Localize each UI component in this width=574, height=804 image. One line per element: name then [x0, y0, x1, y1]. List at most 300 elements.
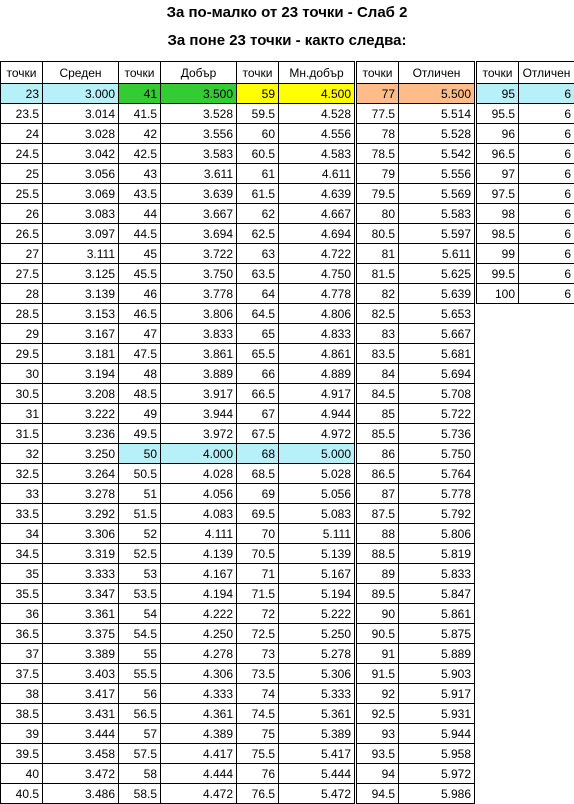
points-cell: 87.5	[357, 504, 399, 524]
points-cell: 35	[1, 564, 43, 584]
grade-cell: 6	[519, 104, 574, 124]
grade-cell: 5.472	[279, 784, 355, 804]
grade-cell: 3.042	[43, 144, 119, 164]
table-row	[237, 504, 355, 524]
points-cell: 33.5	[1, 504, 43, 524]
points-cell: 48	[119, 364, 161, 384]
table-row	[357, 644, 475, 664]
header-grade: Отличен	[519, 62, 574, 84]
grade-cell: 3.389	[43, 644, 119, 664]
grade-cell: 5.250	[279, 624, 355, 644]
points-cell: 45	[119, 244, 161, 264]
points-cell: 57	[119, 724, 161, 744]
points-cell: 59	[237, 84, 279, 104]
table-row	[237, 144, 355, 164]
points-cell: 34	[1, 524, 43, 544]
table-row	[1, 784, 119, 804]
table-row	[237, 684, 355, 704]
grade-cell: 5.139	[279, 544, 355, 564]
table-row	[237, 84, 355, 104]
grade-cell: 3.750	[161, 264, 237, 284]
grade-cell: 5.889	[399, 644, 475, 664]
table-row	[119, 144, 237, 164]
header-points: точки	[1, 62, 43, 84]
table-row	[1, 724, 119, 744]
points-cell: 75	[237, 724, 279, 744]
grade-cell: 4.722	[279, 244, 355, 264]
table-row	[1, 684, 119, 704]
grade-cell: 3.806	[161, 304, 237, 324]
grade-cell: 3.111	[43, 244, 119, 264]
points-cell: 76.5	[237, 784, 279, 804]
table-row	[357, 364, 475, 384]
points-cell: 26	[1, 204, 43, 224]
points-cell: 65	[237, 324, 279, 344]
points-cell: 36	[1, 604, 43, 624]
points-cell: 27.5	[1, 264, 43, 284]
table-row	[237, 724, 355, 744]
points-cell: 50	[119, 444, 161, 464]
points-cell: 59.5	[237, 104, 279, 124]
points-cell: 81	[357, 244, 399, 264]
grade-cell: 4.194	[161, 584, 237, 604]
table-sreden	[0, 61, 118, 804]
points-cell: 25	[1, 164, 43, 184]
points-cell: 68	[237, 444, 279, 464]
grade-cell: 3.944	[161, 404, 237, 424]
grade-cell: 5.986	[399, 784, 475, 804]
table-row	[357, 104, 475, 124]
grade-cell: 5.556	[399, 164, 475, 184]
points-cell: 49.5	[119, 424, 161, 444]
points-cell: 43.5	[119, 184, 161, 204]
table-row	[477, 84, 574, 104]
points-cell: 38	[1, 684, 43, 704]
grade-cell: 5.514	[399, 104, 475, 124]
points-cell: 92.5	[357, 704, 399, 724]
grade-cell: 5.681	[399, 344, 475, 364]
grade-cell: 4.611	[279, 164, 355, 184]
grade-cell: 3.153	[43, 304, 119, 324]
table-row	[1, 644, 119, 664]
table-row	[357, 184, 475, 204]
grade-cell: 4.833	[279, 324, 355, 344]
table-row	[357, 544, 475, 564]
points-cell: 71.5	[237, 584, 279, 604]
points-cell: 100	[477, 284, 519, 304]
table-row	[119, 364, 237, 384]
table-row	[119, 284, 237, 304]
points-cell: 79.5	[357, 184, 399, 204]
table-mn-dobar	[236, 61, 354, 804]
points-cell: 77.5	[357, 104, 399, 124]
table-row	[237, 744, 355, 764]
table-row	[237, 184, 355, 204]
grade-cell: 5.028	[279, 464, 355, 484]
grade-cell: 3.472	[43, 764, 119, 784]
grade-cell: 4.500	[279, 84, 355, 104]
points-cell: 65.5	[237, 344, 279, 364]
table-row	[1, 244, 119, 264]
points-cell: 92	[357, 684, 399, 704]
table-row	[477, 264, 574, 284]
grade-cell: 3.069	[43, 184, 119, 204]
grade-table	[476, 61, 574, 304]
grade-cell: 5.083	[279, 504, 355, 524]
grade-cell: 6	[519, 244, 574, 264]
table-row	[1, 504, 119, 524]
points-cell: 29	[1, 324, 43, 344]
points-cell: 68.5	[237, 464, 279, 484]
table-row	[237, 664, 355, 684]
grade-cell: 3.264	[43, 464, 119, 484]
points-cell: 51	[119, 484, 161, 504]
points-cell: 58	[119, 764, 161, 784]
grade-cell: 4.639	[279, 184, 355, 204]
table-row	[119, 304, 237, 324]
grade-cell: 5.333	[279, 684, 355, 704]
points-cell: 55.5	[119, 664, 161, 684]
table-row	[1, 84, 119, 104]
grade-cell: 5.542	[399, 144, 475, 164]
points-cell: 93.5	[357, 744, 399, 764]
grade-cell: 4.278	[161, 644, 237, 664]
grade-cell: 5.111	[279, 524, 355, 544]
table-row	[1, 444, 119, 464]
table-dobar	[118, 61, 236, 804]
table-row	[237, 604, 355, 624]
grade-cell: 3.694	[161, 224, 237, 244]
grade-cell: 5.500	[399, 84, 475, 104]
page-title: За по-малко от 23 точки - Слаб 2	[0, 2, 574, 24]
table-row	[357, 744, 475, 764]
points-cell: 28.5	[1, 304, 43, 324]
grade-cell: 3.889	[161, 364, 237, 384]
points-cell: 39	[1, 724, 43, 744]
grade-table	[356, 61, 475, 804]
grade-cell: 5.972	[399, 764, 475, 784]
table-row	[237, 304, 355, 324]
points-cell: 80.5	[357, 224, 399, 244]
points-cell: 27	[1, 244, 43, 264]
table-header-row	[357, 62, 475, 84]
grade-cell: 5.694	[399, 364, 475, 384]
table-row	[357, 444, 475, 464]
grade-cell: 5.194	[279, 584, 355, 604]
table-row	[1, 204, 119, 224]
header-grade: Среден	[43, 62, 119, 84]
header-points: точки	[477, 62, 519, 84]
table-row	[119, 224, 237, 244]
grade-cell: 4.306	[161, 664, 237, 684]
grade-cell: 3.444	[43, 724, 119, 744]
table-row	[237, 784, 355, 804]
table-row	[1, 464, 119, 484]
grade-cell: 6	[519, 284, 574, 304]
grade-cell: 6	[519, 144, 574, 164]
grade-cell: 5.569	[399, 184, 475, 204]
grade-cell: 4.139	[161, 544, 237, 564]
table-row	[357, 344, 475, 364]
table-row	[1, 584, 119, 604]
table-otlichen-6	[476, 61, 574, 304]
table-row	[119, 464, 237, 484]
points-cell: 86	[357, 444, 399, 464]
grade-cell: 4.361	[161, 704, 237, 724]
grade-cell: 5.903	[399, 664, 475, 684]
table-row	[237, 544, 355, 564]
points-cell: 76	[237, 764, 279, 784]
table-row	[119, 104, 237, 124]
grade-cell: 5.764	[399, 464, 475, 484]
table-row	[119, 424, 237, 444]
grade-cell: 3.292	[43, 504, 119, 524]
table-row	[357, 324, 475, 344]
grade-cell: 5.000	[279, 444, 355, 464]
points-cell: 75.5	[237, 744, 279, 764]
points-cell: 95	[477, 84, 519, 104]
grade-cell: 3.028	[43, 124, 119, 144]
table-row	[477, 144, 574, 164]
grade-cell: 3.639	[161, 184, 237, 204]
grade-cell: 4.028	[161, 464, 237, 484]
grade-cell: 4.444	[161, 764, 237, 784]
grade-cell: 3.125	[43, 264, 119, 284]
header-points: точки	[237, 62, 279, 84]
grade-cell: 4.528	[279, 104, 355, 124]
table-header-row	[237, 62, 355, 84]
table-row	[237, 244, 355, 264]
points-cell: 89.5	[357, 584, 399, 604]
points-cell: 71	[237, 564, 279, 584]
table-row	[477, 164, 574, 184]
points-cell: 84.5	[357, 384, 399, 404]
grade-cell: 3.458	[43, 744, 119, 764]
grade-cell: 3.583	[161, 144, 237, 164]
grade-cell: 5.167	[279, 564, 355, 584]
table-row	[477, 104, 574, 124]
table-row	[237, 324, 355, 344]
grade-cell: 4.944	[279, 404, 355, 424]
points-cell: 58.5	[119, 784, 161, 804]
grade-cell: 3.500	[161, 84, 237, 104]
table-row	[119, 204, 237, 224]
points-cell: 52	[119, 524, 161, 544]
table-row	[119, 384, 237, 404]
points-cell: 80	[357, 204, 399, 224]
table-row	[119, 784, 237, 804]
points-cell: 97	[477, 164, 519, 184]
points-cell: 52.5	[119, 544, 161, 564]
points-cell: 77	[357, 84, 399, 104]
grade-cell: 3.347	[43, 584, 119, 604]
points-cell: 30.5	[1, 384, 43, 404]
table-row	[477, 184, 574, 204]
table-row	[1, 224, 119, 244]
points-cell: 47.5	[119, 344, 161, 364]
grade-cell: 4.583	[279, 144, 355, 164]
table-row	[357, 624, 475, 644]
points-cell: 83	[357, 324, 399, 344]
table-row	[237, 464, 355, 484]
table-row	[237, 644, 355, 664]
table-row	[357, 304, 475, 324]
grade-cell: 5.778	[399, 484, 475, 504]
table-row	[119, 584, 237, 604]
grade-cell: 3.972	[161, 424, 237, 444]
grade-cell: 3.222	[43, 404, 119, 424]
points-cell: 35.5	[1, 584, 43, 604]
points-cell: 56	[119, 684, 161, 704]
table-row	[237, 404, 355, 424]
grade-cell: 5.806	[399, 524, 475, 544]
table-row	[119, 324, 237, 344]
table-row	[237, 164, 355, 184]
points-cell: 94.5	[357, 784, 399, 804]
grade-cell: 6	[519, 184, 574, 204]
table-row	[1, 744, 119, 764]
table-row	[119, 744, 237, 764]
points-cell: 39.5	[1, 744, 43, 764]
grade-cell: 3.833	[161, 324, 237, 344]
points-cell: 91	[357, 644, 399, 664]
grade-cell: 3.375	[43, 624, 119, 644]
table-row	[119, 504, 237, 524]
points-cell: 67	[237, 404, 279, 424]
grade-cell: 5.417	[279, 744, 355, 764]
grade-cell: 3.528	[161, 104, 237, 124]
points-cell: 96	[477, 124, 519, 144]
grade-cell: 4.250	[161, 624, 237, 644]
points-cell: 82.5	[357, 304, 399, 324]
points-cell: 61	[237, 164, 279, 184]
table-row	[357, 524, 475, 544]
table-row	[477, 124, 574, 144]
grade-cell: 3.236	[43, 424, 119, 444]
table-row	[1, 264, 119, 284]
table-row	[1, 124, 119, 144]
table-otlichen	[356, 61, 474, 804]
table-row	[237, 524, 355, 544]
points-cell: 74.5	[237, 704, 279, 724]
table-row	[119, 684, 237, 704]
points-cell: 28	[1, 284, 43, 304]
table-row	[237, 124, 355, 144]
points-cell: 31	[1, 404, 43, 424]
points-cell: 46	[119, 284, 161, 304]
table-row	[237, 224, 355, 244]
table-row	[237, 384, 355, 404]
points-cell: 47	[119, 324, 161, 344]
grade-cell: 3.319	[43, 544, 119, 564]
grade-cell: 4.694	[279, 224, 355, 244]
points-cell: 93	[357, 724, 399, 744]
points-cell: 86.5	[357, 464, 399, 484]
points-cell: 79	[357, 164, 399, 184]
table-row	[237, 264, 355, 284]
table-row	[1, 144, 119, 164]
grade-cell: 3.194	[43, 364, 119, 384]
grade-cell: 5.875	[399, 624, 475, 644]
grade-cell: 5.444	[279, 764, 355, 784]
points-cell: 89	[357, 564, 399, 584]
points-cell: 88	[357, 524, 399, 544]
points-cell: 23.5	[1, 104, 43, 124]
points-cell: 25.5	[1, 184, 43, 204]
grade-cell: 3.667	[161, 204, 237, 224]
points-cell: 56.5	[119, 704, 161, 724]
table-row	[1, 624, 119, 644]
table-row	[119, 184, 237, 204]
points-cell: 37	[1, 644, 43, 664]
grade-cell: 3.306	[43, 524, 119, 544]
table-header-row	[1, 62, 119, 84]
points-cell: 48.5	[119, 384, 161, 404]
table-row	[119, 484, 237, 504]
table-row	[119, 604, 237, 624]
grade-cell: 5.819	[399, 544, 475, 564]
points-cell: 73	[237, 644, 279, 664]
grade-cell: 6	[519, 204, 574, 224]
page-subtitle: За поне 23 точки - както следва:	[0, 30, 574, 52]
points-cell: 38.5	[1, 704, 43, 724]
table-row	[357, 84, 475, 104]
grade-cell: 5.958	[399, 744, 475, 764]
table-row	[119, 724, 237, 744]
points-cell: 81.5	[357, 264, 399, 284]
table-row	[1, 304, 119, 324]
grade-cell: 4.389	[161, 724, 237, 744]
points-cell: 98.5	[477, 224, 519, 244]
table-row	[1, 544, 119, 564]
table-row	[119, 164, 237, 184]
grade-cell: 4.778	[279, 284, 355, 304]
grade-cell: 3.556	[161, 124, 237, 144]
table-row	[237, 764, 355, 784]
grade-cell: 4.667	[279, 204, 355, 224]
grade-cell: 4.000	[161, 444, 237, 464]
points-cell: 40	[1, 764, 43, 784]
points-cell: 46.5	[119, 304, 161, 324]
grade-cell: 3.083	[43, 204, 119, 224]
grade-cell: 4.111	[161, 524, 237, 544]
points-cell: 31.5	[1, 424, 43, 444]
grade-cell: 5.847	[399, 584, 475, 604]
grade-cell: 5.625	[399, 264, 475, 284]
points-cell: 78.5	[357, 144, 399, 164]
points-cell: 40.5	[1, 784, 43, 804]
table-row	[357, 124, 475, 144]
grade-cell: 4.556	[279, 124, 355, 144]
points-cell: 91.5	[357, 664, 399, 684]
table-row	[1, 704, 119, 724]
table-row	[1, 404, 119, 424]
points-cell: 85	[357, 404, 399, 424]
table-row	[1, 184, 119, 204]
points-cell: 99	[477, 244, 519, 264]
table-row	[357, 484, 475, 504]
grade-cell: 5.583	[399, 204, 475, 224]
table-row	[477, 244, 574, 264]
points-cell: 50.5	[119, 464, 161, 484]
table-row	[357, 384, 475, 404]
table-row	[357, 784, 475, 804]
table-row	[237, 444, 355, 464]
table-row	[237, 484, 355, 504]
grade-cell: 6	[519, 124, 574, 144]
table-row	[1, 344, 119, 364]
table-row	[357, 424, 475, 444]
